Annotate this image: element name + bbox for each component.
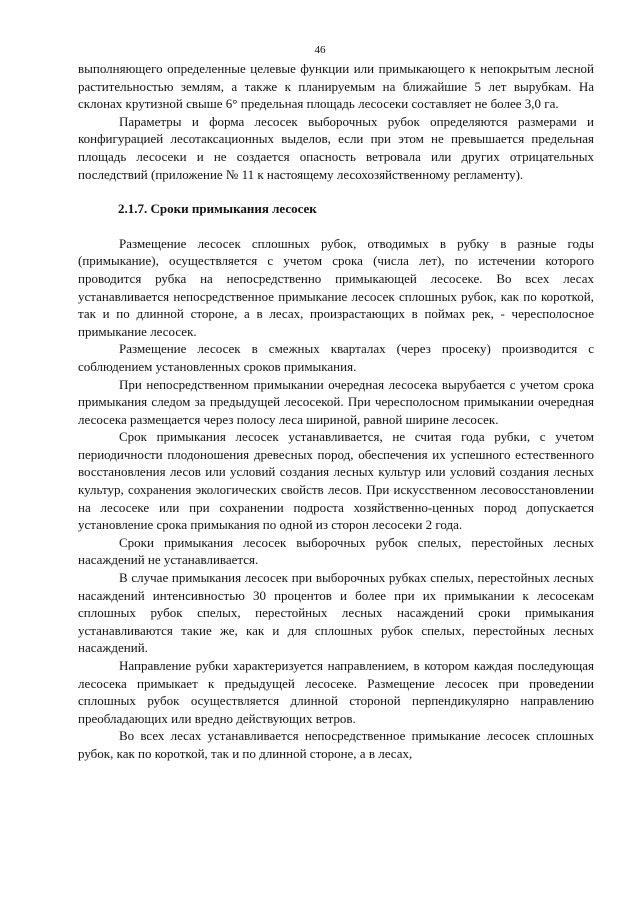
page-number: 46 bbox=[314, 44, 326, 56]
paragraph: В случае примыкания лесосек при выборочных рубках спелых, перестойных лесных насаждений интенсивностью 30 процентов и более при их примыкании к лесосекам сплошных рубок спелых, перестойных лесных насаждений сроки примыкания устанавливаются такие же, как и для сплошных рубок спелых, перестойных лесных насаждений. bbox=[78, 570, 594, 656]
paragraph: Параметры и форма лесосек выборочных рубок определяются размерами и конфигурацией лесотаксационных выделов, если при этом не превышается предельная площадь лесосеки и не создается опасность ветровала или других отрицательных последствий (приложение № 11 к настоящему лесохозяйственному регламенту). bbox=[78, 113, 594, 182]
paragraph: Размещение лесосек в смежных кварталах (через просеку) производится с соблюдением установленных сроков примыкания. bbox=[78, 341, 594, 374]
paragraph: Размещение лесосек сплошных рубок, отводимых в рубку в разные годы (примыкание), осуществляется с учетом срока (числа лет), по истечении которого проводится рубка на непосредственно примыкающей лесосеке. Во всех лесах устанавливается непосредственное примыкание лесосек сплошных рубок, как по короткой, так и по длинной стороне, а в лесах, произрастающих в поймах рек, - чересполосное примыкание лесосек. bbox=[78, 235, 594, 339]
paragraph: При непосредственном примыкании очередная лесосека вырубается с учетом срока примыкания следом за предыдущей лесосекой. При чересполосном примыкании очередная лесосека размещается через полосу леса шириной, равной ширине лесосек. bbox=[78, 376, 594, 427]
paragraph: Направление рубки характеризуется направлением, в котором каждая последующая лесосека примыкает к предыдущей лесосеке. Размещение лесосек при проведении сплошных рубок осуществляется длинной стороной перпендикулярно направлению преобладающих или вредно действующих ветров. bbox=[78, 658, 594, 726]
paragraph-continuation: выполняющего определенные целевые функции или примыкающего к непокрытым лесной растительностью землям, а также к планируемым на ближайшие 5 лет вырубкам. На склонах крутизной свыше 6° предельная площадь лесосеки составляет не более 3,0 га. bbox=[78, 61, 594, 112]
document-body bbox=[78, 60, 594, 763]
paragraph: Сроки примыкания лесосек выборочных рубок спелых, перестойных лесных насаждений не устанавливается. bbox=[78, 534, 594, 568]
paragraph: Срок примыкания лесосек устанавливается, не считая года рубки, с учетом периодичности плодоношения древесных пород, обеспечения их успешного естественного восстановления лесов или условий создания лесных культур или условий создания лесных культур, сохранения экологических свойств лесов. При искусственном лесовосстановлении на лесосеке или при сохранении подроста хозяйственно-ценных пород допускается установление срока примыкания по одной из сторон лесосеки 2 года. bbox=[78, 429, 594, 533]
paragraph: Во всех лесах устанавливается непосредственное примыкание лесосек сплошных рубок, как по короткой, так и по длинной стороне, а в лесах, bbox=[78, 728, 594, 761]
section-heading: 2.1.7. Сроки примыкания лесосек bbox=[118, 201, 317, 217]
